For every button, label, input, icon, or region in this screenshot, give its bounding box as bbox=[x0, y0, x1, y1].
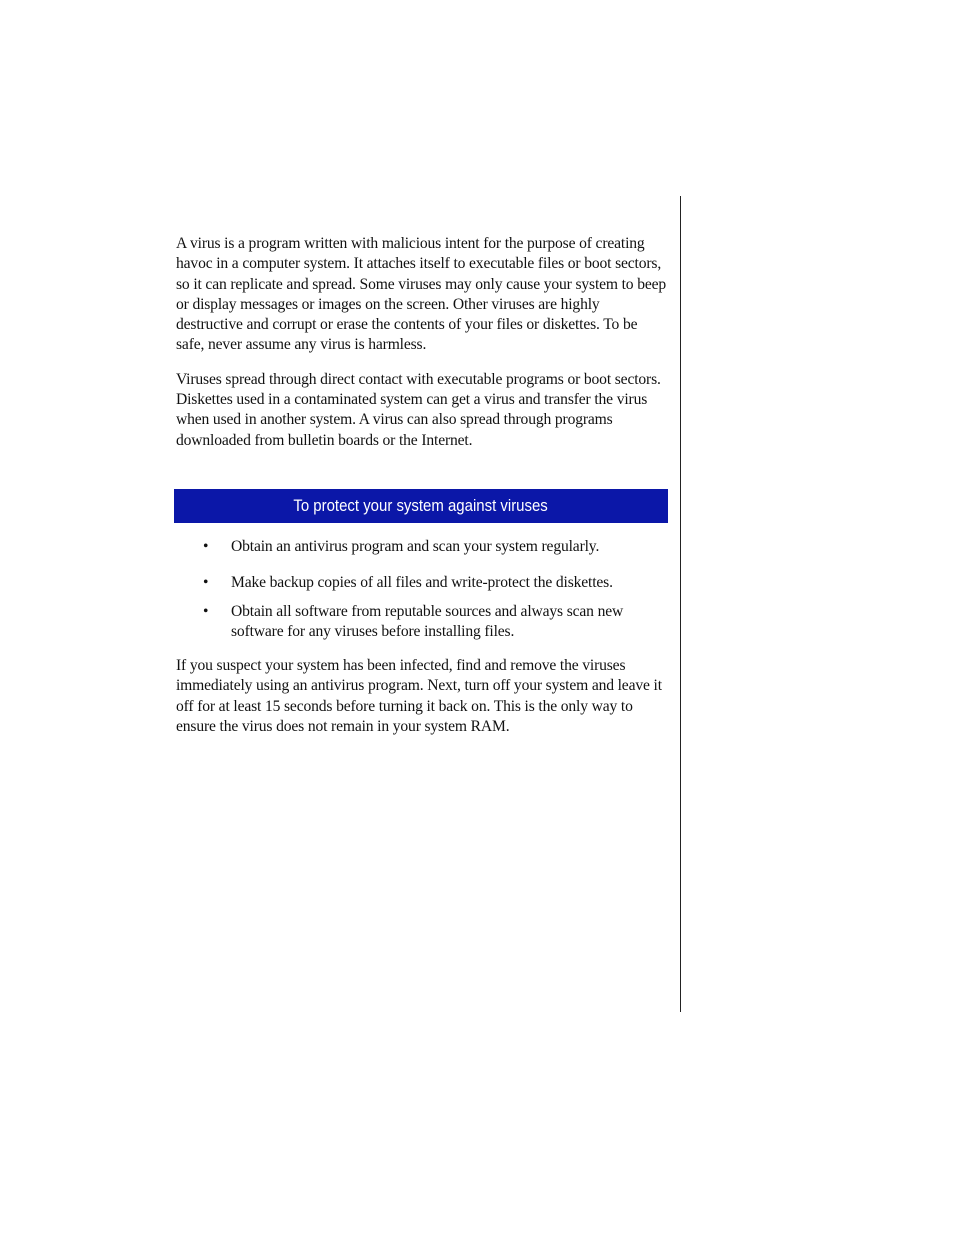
bullet-icon: • bbox=[203, 602, 209, 620]
bullet-icon: • bbox=[203, 538, 209, 555]
list-item bbox=[176, 573, 668, 593]
bullet-icon: • bbox=[203, 574, 209, 592]
list-item bbox=[176, 602, 668, 643]
intro-paragraph-1: A virus is a program written with malicious intent for the purpose of creating havoc in a computer system. It attaches itself to executable files or boot sectors, so it can replicate and spread. Some viruses may only cause your system to beep or display messages or images on the screen. Other viruses are highly destructive and corrupt or erase the contents of your files or diskettes. To be safe, never assume any virus is harmless. bbox=[176, 235, 667, 354]
protection-list bbox=[176, 537, 668, 642]
section-heading-bar bbox=[174, 489, 668, 523]
intro-section bbox=[176, 234, 668, 451]
section-title: To protect your system against viruses bbox=[293, 496, 549, 515]
list-item-text: Obtain an antivirus program and scan your system regularly. bbox=[231, 538, 600, 555]
margin-rule bbox=[680, 196, 681, 1012]
closing-paragraph: If you suspect your system has been infected, find and remove the viruses immediately using an antivirus program. Next, turn off your system and leave it off for at least 15 seconds before turning it back on. This is the only way to ensure the virus does not remain in your system RAM. bbox=[176, 657, 662, 735]
intro-paragraph-2: Viruses spread through direct contact with executable programs or boot sectors. Diskettes used in a contaminated system can get a virus and transfer the virus when used in another system. A virus can also spread through programs downloaded from bulletin boards or the Internet. bbox=[176, 370, 661, 449]
list-item-text: Obtain all software from reputable sources and always scan new software for any viruses before installing files. bbox=[231, 602, 624, 640]
list-item bbox=[176, 537, 668, 557]
list-item-text: Make backup copies of all files and write-protect the diskettes. bbox=[231, 574, 613, 592]
